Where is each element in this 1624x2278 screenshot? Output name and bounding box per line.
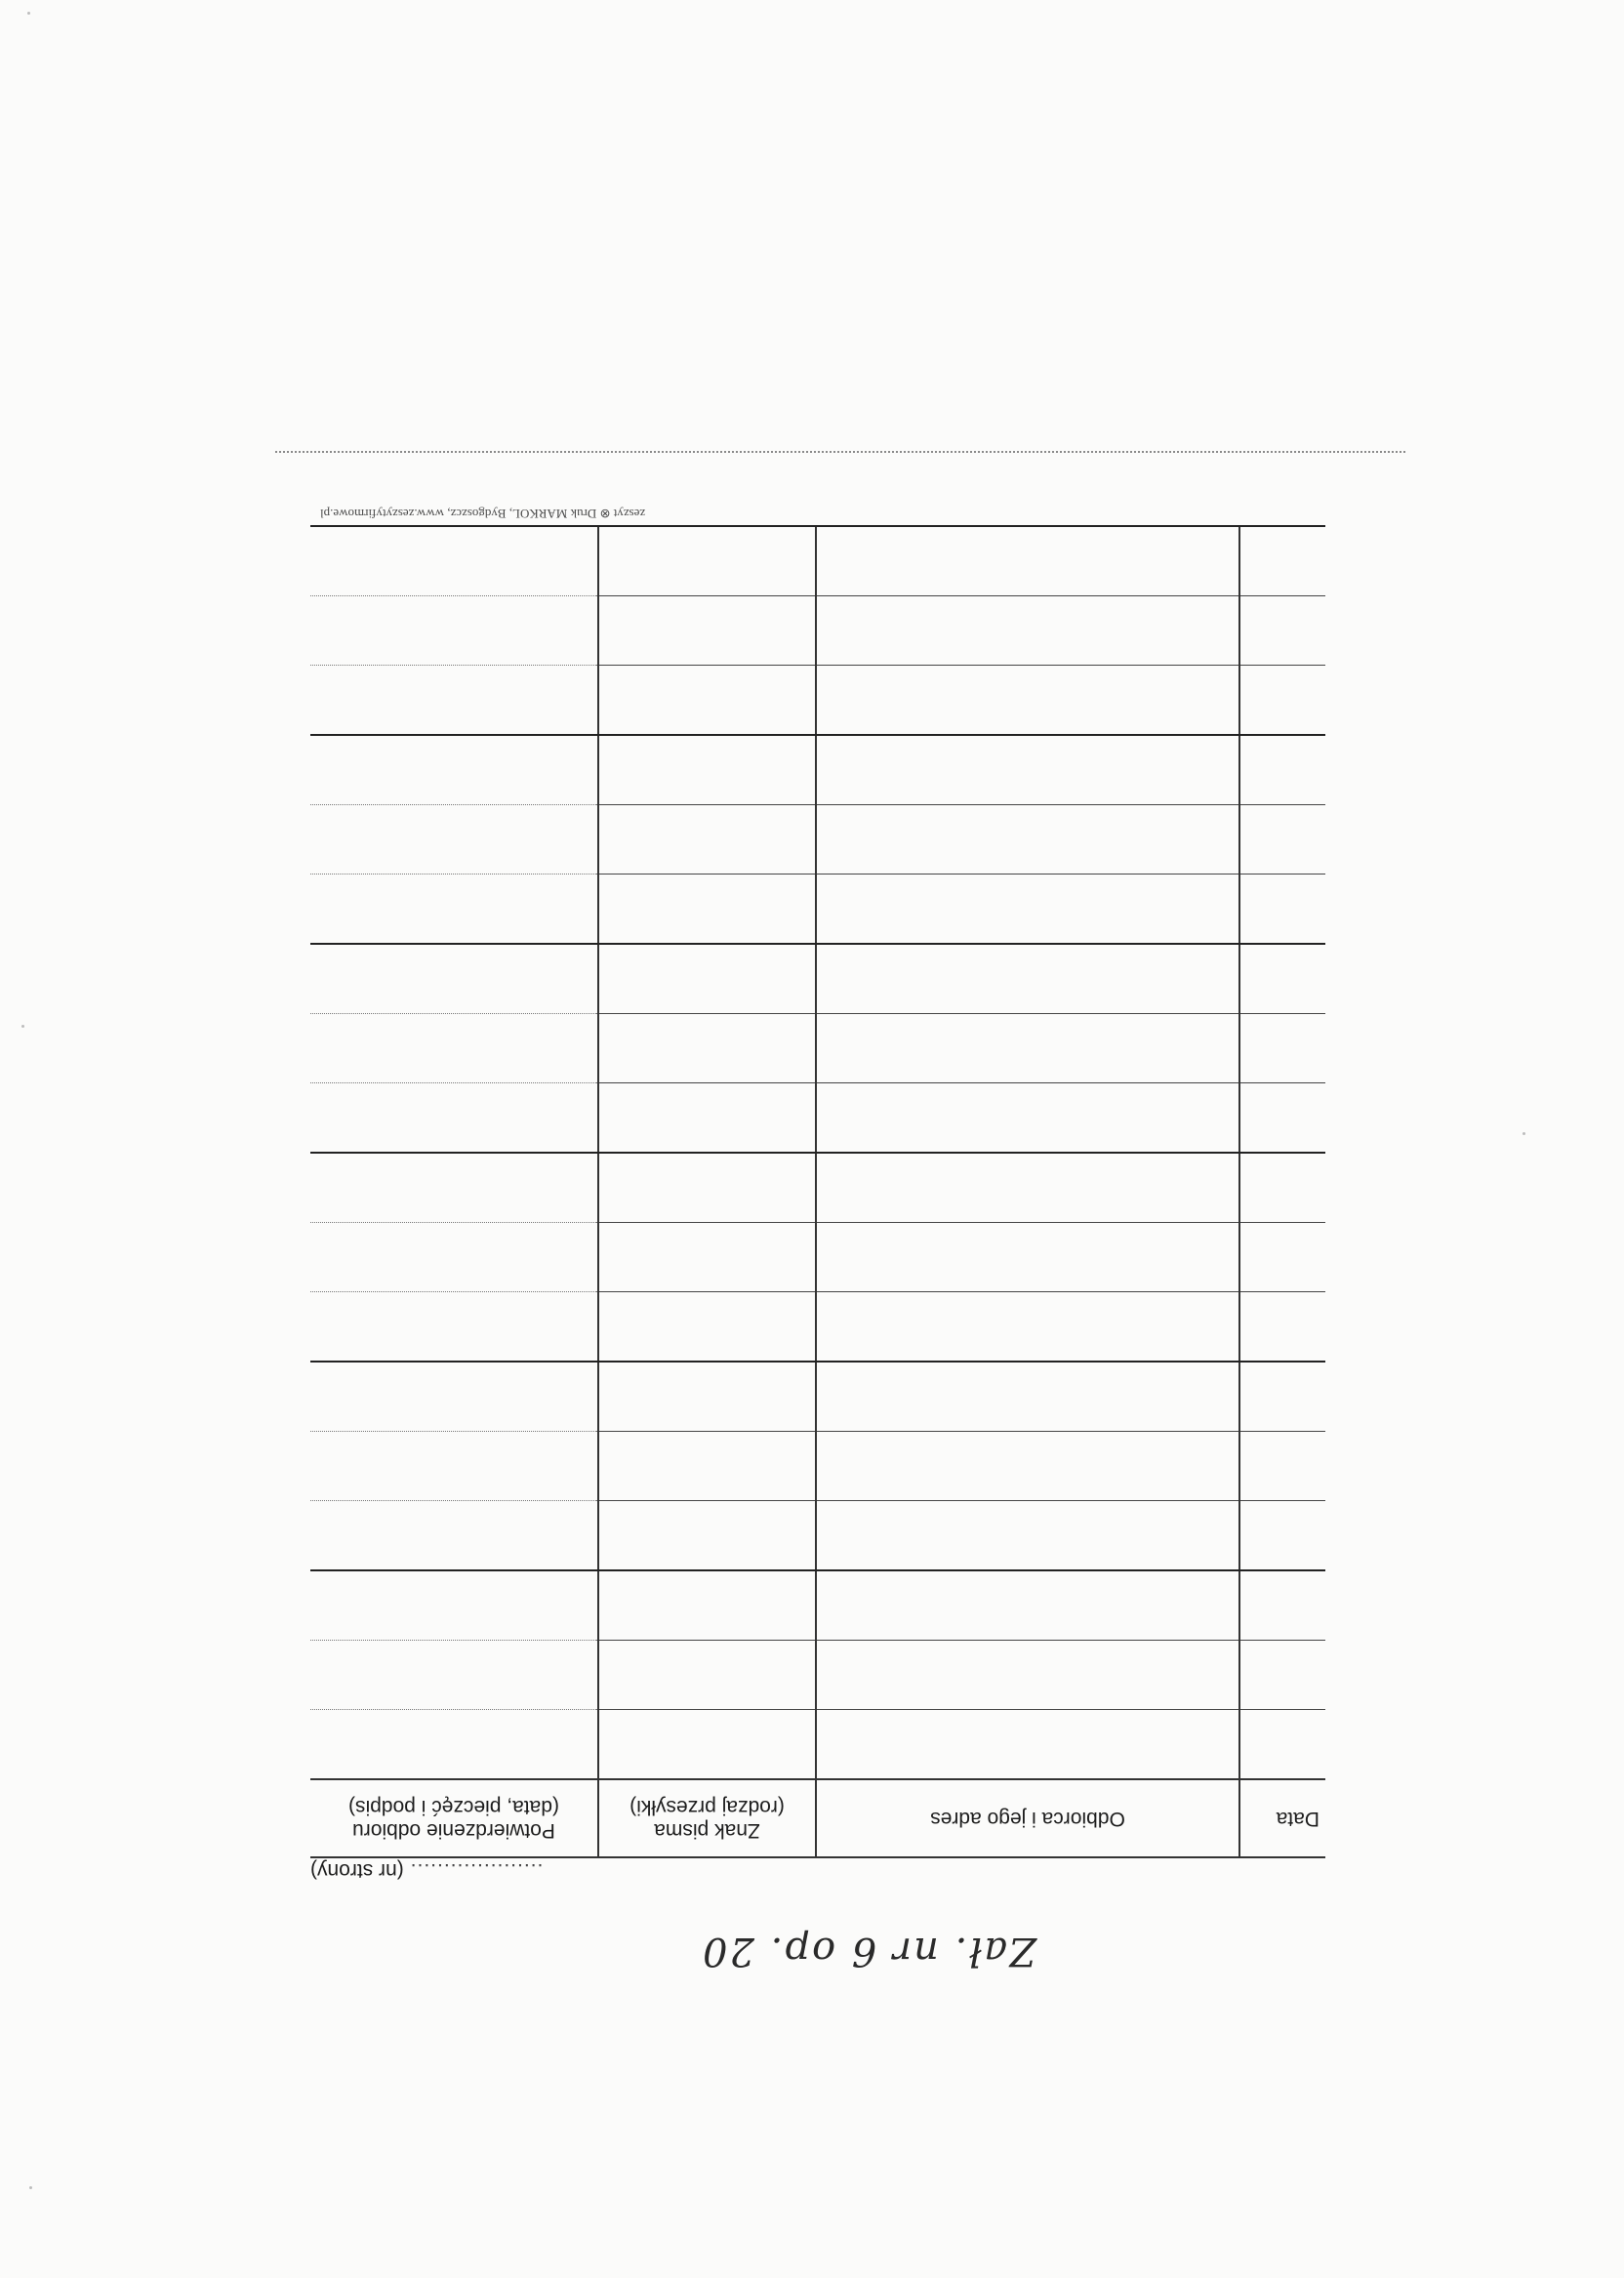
- page-number-dots: ....................: [409, 1859, 544, 1882]
- recipient-cell: [816, 735, 1239, 805]
- confirmation-header: [310, 1779, 598, 1857]
- confirmation-cell: [310, 1292, 598, 1363]
- recipient-cell: [816, 1292, 1239, 1363]
- reference-header-label: Znak pisma: [654, 1819, 760, 1842]
- confirmation-cell: [310, 526, 598, 596]
- date-cell: [1239, 1223, 1325, 1292]
- reference-cell: [598, 805, 816, 875]
- reference-cell: [598, 1083, 816, 1154]
- register-row: [310, 1432, 1325, 1501]
- recipient-cell: [816, 1710, 1239, 1780]
- register-row: [310, 735, 1325, 805]
- reference-cell: [598, 1292, 816, 1363]
- register-row: [310, 1362, 1325, 1432]
- register-table: [310, 525, 1325, 1858]
- reference-cell: [598, 1641, 816, 1710]
- reference-cell: [598, 1710, 816, 1780]
- handwritten-note: Zał. nr 6 op. 20: [701, 1929, 1036, 1973]
- reference-cell: [598, 1153, 816, 1223]
- confirmation-cell: [310, 1362, 598, 1432]
- reference-header: [598, 1779, 816, 1857]
- date-cell: [1239, 1641, 1325, 1710]
- confirmation-cell: [310, 1153, 598, 1223]
- reference-cell: [598, 1014, 816, 1083]
- page-number-field: [310, 1858, 1325, 1897]
- confirmation-cell: [310, 875, 598, 945]
- reference-cell: [598, 1223, 816, 1292]
- confirmation-header-sublabel: (data, pieczęć i podpis): [348, 1796, 559, 1818]
- recipient-cell: [816, 1083, 1239, 1154]
- date-cell: [1239, 596, 1325, 666]
- reference-cell: [598, 666, 816, 736]
- date-cell: [1239, 1432, 1325, 1501]
- register-row: [310, 1641, 1325, 1710]
- confirmation-cell: [310, 1014, 598, 1083]
- date-cell: [1239, 875, 1325, 945]
- recipient-cell: [816, 666, 1239, 736]
- recipient-cell: [816, 1570, 1239, 1641]
- scan-speck: [21, 1025, 24, 1028]
- reference-cell: [598, 1570, 816, 1641]
- date-cell: [1239, 1570, 1325, 1641]
- confirmation-cell: [310, 944, 598, 1014]
- confirmation-cell: [310, 735, 598, 805]
- scan-speck: [1522, 1132, 1525, 1135]
- register-row: [310, 1014, 1325, 1083]
- recipient-cell: [816, 944, 1239, 1014]
- confirmation-cell: [310, 1641, 598, 1710]
- register-row: [310, 526, 1325, 596]
- register-row: [310, 944, 1325, 1014]
- confirmation-cell: [310, 1501, 598, 1571]
- confirmation-cell: [310, 1432, 598, 1501]
- date-cell: [1239, 526, 1325, 596]
- reference-cell: [598, 526, 816, 596]
- recipient-cell: [816, 1432, 1239, 1501]
- recipient-cell: [816, 1014, 1239, 1083]
- recipient-cell: [816, 1223, 1239, 1292]
- register-row: [310, 875, 1325, 945]
- register-row: [310, 1292, 1325, 1363]
- recipient-cell: [816, 1501, 1239, 1571]
- date-header: [1239, 1779, 1325, 1857]
- recipient-cell: [816, 875, 1239, 945]
- confirmation-cell: [310, 1570, 598, 1641]
- register-row: [310, 666, 1325, 736]
- date-cell: [1239, 805, 1325, 875]
- recipient-cell: [816, 526, 1239, 596]
- date-cell: [1239, 1710, 1325, 1780]
- recipient-header: [816, 1779, 1239, 1857]
- recipient-cell: [816, 1153, 1239, 1223]
- recipient-header-label: Odbiorca i jego adres: [930, 1808, 1125, 1830]
- register-row: [310, 805, 1325, 875]
- date-cell: [1239, 1362, 1325, 1432]
- date-cell: [1239, 735, 1325, 805]
- reference-cell: [598, 1432, 816, 1501]
- reference-header-sublabel: (rodzaj przesyłki): [629, 1796, 785, 1818]
- date-cell: [1239, 944, 1325, 1014]
- recipient-cell: [816, 1641, 1239, 1710]
- register-row: [310, 1710, 1325, 1780]
- reference-cell: [598, 875, 816, 945]
- register-row: [310, 1501, 1325, 1571]
- reference-cell: [598, 596, 816, 666]
- confirmation-cell: [310, 1083, 598, 1154]
- page-number-label: (nr strony): [310, 1859, 404, 1882]
- printer-imprint: zeszyt ⊗ Druk MARKOL, Bydgoszcz, www.zeszytyfirmowe.pl: [320, 507, 646, 521]
- date-cell: [1239, 666, 1325, 736]
- reference-cell: [598, 944, 816, 1014]
- date-cell: [1239, 1501, 1325, 1571]
- recipient-cell: [816, 1362, 1239, 1432]
- register-row: [310, 1083, 1325, 1154]
- date-cell: [1239, 1014, 1325, 1083]
- confirmation-header-label: Potwierdzenie odbioru: [352, 1819, 555, 1842]
- confirmation-cell: [310, 805, 598, 875]
- recipient-cell: [816, 596, 1239, 666]
- recipient-cell: [816, 805, 1239, 875]
- confirmation-cell: [310, 596, 598, 666]
- register-row: [310, 1570, 1325, 1641]
- scan-speck: [27, 12, 30, 15]
- date-header-label: Data: [1276, 1808, 1320, 1830]
- scan-speck: [29, 2186, 32, 2189]
- reference-cell: [598, 1362, 816, 1432]
- reference-cell: [598, 1501, 816, 1571]
- register-row: [310, 596, 1325, 666]
- perforation-line: [275, 451, 1405, 453]
- register-row: [310, 1153, 1325, 1223]
- register-body: [310, 526, 1325, 1779]
- confirmation-cell: [310, 1710, 598, 1780]
- register-row: [310, 1223, 1325, 1292]
- date-cell: [1239, 1292, 1325, 1363]
- confirmation-cell: [310, 666, 598, 736]
- header-row: [310, 1779, 1325, 1857]
- date-cell: [1239, 1153, 1325, 1223]
- reference-cell: [598, 735, 816, 805]
- confirmation-cell: [310, 1223, 598, 1292]
- dispatch-register-form: [310, 507, 1325, 1897]
- date-cell: [1239, 1083, 1325, 1154]
